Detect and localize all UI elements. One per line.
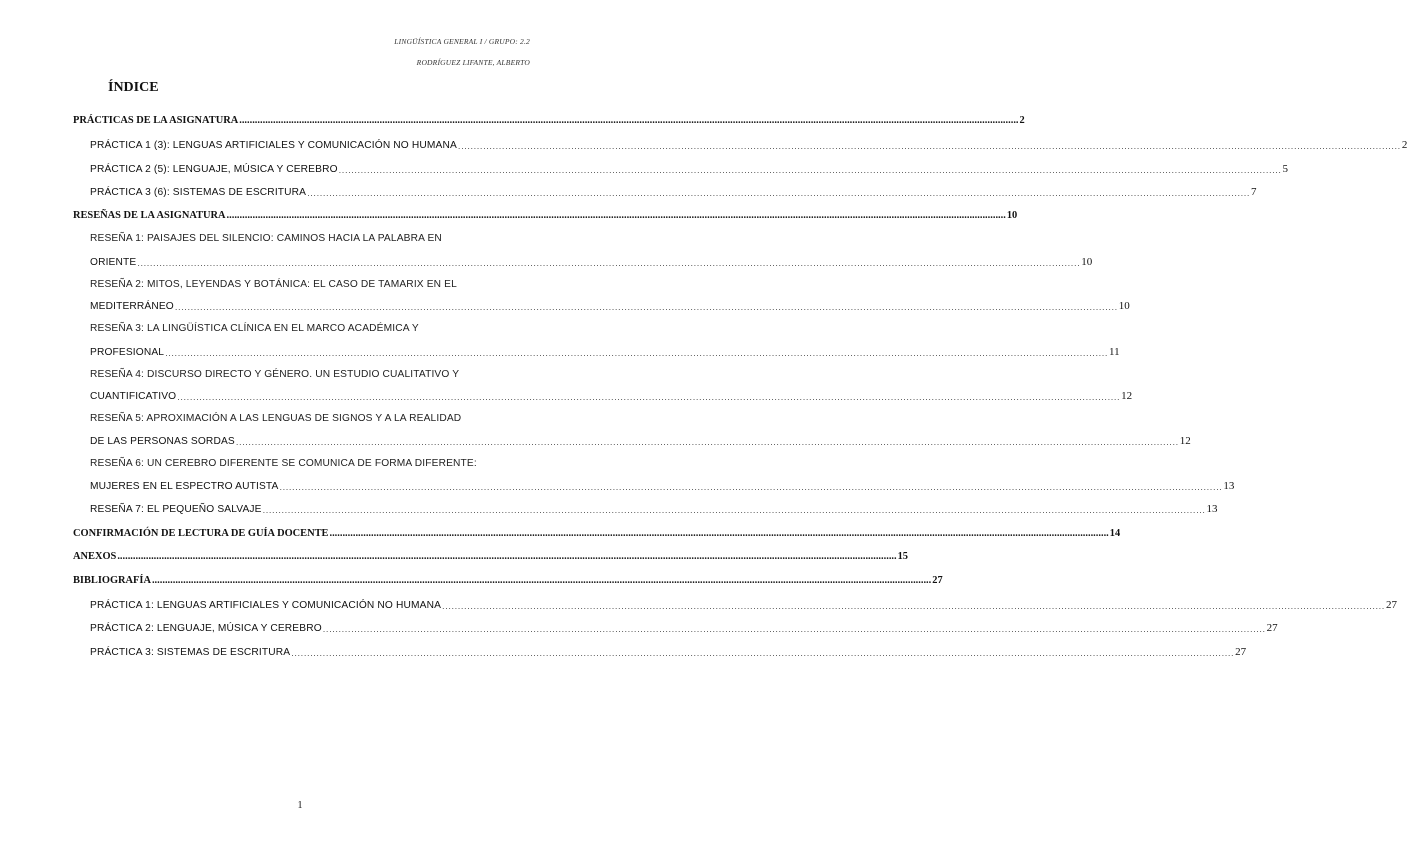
dot-leader: ............................................................................................................................................................................................................................................................................................................ [151,575,932,586]
toc-label: PRÁCTICAS DE LA ASIGNATURA [73,115,239,126]
dot-leader: ............................................................................................................................................................................................................................................................................................................ [137,259,1081,268]
dot-leader: ............................................................................................................................................................................................................................................................................................................ [279,483,1223,492]
toc-entry-practica-2[interactable] [90,163,1289,175]
toc-entry-practicas[interactable] [73,115,1025,126]
toc-entry-resena-3[interactable] [90,346,1120,358]
toc-page: 13 [1223,480,1235,492]
toc-page: 10 [1006,210,1018,221]
toc-label: CONFIRMACIÓN DE LECTURA DE GUÍA DOCENTE [73,528,329,539]
toc-label: PROFESIONAL [90,347,165,358]
running-header-author: RODRÍGUEZ LIFANTE, ALBERTO [416,58,530,67]
dot-leader: ............................................................................................................................................................................................................................................................................................................ [174,303,1118,312]
toc-page: 14 [1109,528,1121,539]
toc-entry-practica-3[interactable] [90,186,1257,198]
dot-leader: ............................................................................................................................................................................................................................................................................................................ [235,438,1179,447]
toc-entry-anexos[interactable] [73,551,908,562]
toc-page: 5 [1282,163,1289,175]
toc-entry-resena-3-line1[interactable]: RESEÑA 3: LA LINGÜÍSTICA CLÍNICA EN EL MARCO ACADÉMICA Y [90,323,419,334]
toc-label: ORIENTE [90,257,137,268]
toc-entry-resenas[interactable] [73,210,1018,221]
toc-page: 2 [1401,139,1407,151]
toc-label: PRÁCTICA 1 (3): LENGUAS ARTIFICIALES Y COMUNICACIÓN NO HUMANA [90,140,457,151]
toc-label: PRÁCTICA 1: LENGUAS ARTIFICIALES Y COMUNICACIÓN NO HUMANA [90,600,442,611]
toc-label: DE LAS PERSONAS SORDAS [90,436,235,447]
toc-entry-resena-5[interactable] [90,435,1191,447]
toc-label: PRÁCTICA 2 (5): LENGUAJE, MÚSICA Y CEREBRO [90,164,338,175]
toc-page: 13 [1206,503,1218,515]
toc-entry-resena-5-line1[interactable]: RESEÑA 5: APROXIMACIÓN A LAS LENGUAS DE SIGNOS Y A LA REALIDAD [90,413,462,424]
toc-entry-practica-1[interactable] [90,139,1407,151]
toc-label: RESEÑA 7: EL PEQUEÑO SALVAJE [90,504,262,515]
toc-entry-resena-1[interactable] [90,256,1093,268]
running-header-course: LINGÜÍSTICA GENERAL I / GRUPO: 2.2 [394,37,530,46]
toc-page: 7 [1251,186,1257,198]
toc-label: PRÁCTICA 3: SISTEMAS DE ESCRITURA [90,647,291,658]
toc-entry-resena-6-line1[interactable]: RESEÑA 6: UN CEREBRO DIFERENTE SE COMUNICA DE FORMA DIFERENTE: [90,458,477,469]
toc-label: RESEÑAS DE LA ASIGNATURA [73,210,226,221]
toc-page: 12 [1121,390,1133,402]
page-title: ÍNDICE [108,80,159,95]
toc-entry-confirmacion[interactable] [73,528,1121,539]
dot-leader: ............................................................................................................................................................................................................................................................................................................ [165,349,1109,358]
toc-page: 27 [1235,646,1247,658]
dot-leader: ............................................................................................................................................................................................................................................................................................................ [177,393,1121,402]
toc-page: 11 [1109,346,1120,358]
toc-page: 27 [1385,599,1397,611]
toc-entry-resena-2[interactable] [90,300,1130,312]
toc-entry-resena-6[interactable] [90,480,1235,492]
toc-label: PRÁCTICA 3 (6): SISTEMAS DE ESCRITURA [90,187,307,198]
dot-leader: ............................................................................................................................................................................................................................................................................................................ [338,166,1282,175]
toc-entry-bibliografia-practica-1[interactable] [90,599,1397,611]
toc-label: PRÁCTICA 2: LENGUAJE, MÚSICA Y CEREBRO [90,623,322,634]
toc-page: 10 [1081,256,1093,268]
toc-page: 27 [1266,622,1278,634]
toc-entry-resena-2-line1[interactable]: RESEÑA 2: MITOS, LEYENDAS Y BOTÁNICA: EL CASO DE TAMARIX EN EL [90,279,457,290]
toc-label: BIBLIOGRAFÍA [73,575,151,586]
toc-entry-resena-7[interactable] [90,503,1218,515]
toc-page: 10 [1118,300,1130,312]
toc-label: CUANTIFICATIVO [90,391,177,402]
dot-leader: ............................................................................................................................................................................................................................................................................................................ [307,189,1251,198]
toc-label: MEDITERRÁNEO [90,301,174,312]
toc-entry-bibliografia[interactable] [73,575,943,586]
dot-leader: ............................................................................................................................................................................................................................................................................................................ [262,506,1206,515]
page-number: 1 [297,800,303,811]
dot-leader: ............................................................................................................................................................................................................................................................................................................ [322,625,1266,634]
toc-entry-resena-1-line1[interactable]: RESEÑA 1: PAISAJES DEL SILENCIO: CAMINOS HACIA LA PALABRA EN [90,233,442,244]
toc-label: ANEXOS [73,551,117,562]
dot-leader: ............................................................................................................................................................................................................................................................................................................ [457,142,1401,151]
toc-entry-bibliografia-practica-3[interactable] [90,646,1247,658]
toc-page: 15 [897,551,908,562]
dot-leader: ............................................................................................................................................................................................................................................................................................................ [226,210,1006,221]
dot-leader: ............................................................................................................................................................................................................................................................................................................ [117,551,897,562]
toc-entry-resena-4-line1[interactable]: RESEÑA 4: DISCURSO DIRECTO Y GÉNERO. UN ESTUDIO CUALITATIVO Y [90,369,460,380]
toc-page: 27 [932,575,943,586]
dot-leader: ............................................................................................................................................................................................................................................................................................................ [239,115,1019,126]
dot-leader: ............................................................................................................................................................................................................................................................................................................ [291,649,1235,658]
dot-leader: ............................................................................................................................................................................................................................................................................................................ [329,528,1109,539]
dot-leader: ............................................................................................................................................................................................................................................................................................................ [442,602,1385,611]
toc-page: 2 [1019,115,1025,126]
toc-entry-bibliografia-practica-2[interactable] [90,622,1278,634]
toc-page: 12 [1179,435,1191,447]
toc-label: MUJERES EN EL ESPECTRO AUTISTA [90,481,279,492]
toc-entry-resena-4[interactable] [90,390,1133,402]
